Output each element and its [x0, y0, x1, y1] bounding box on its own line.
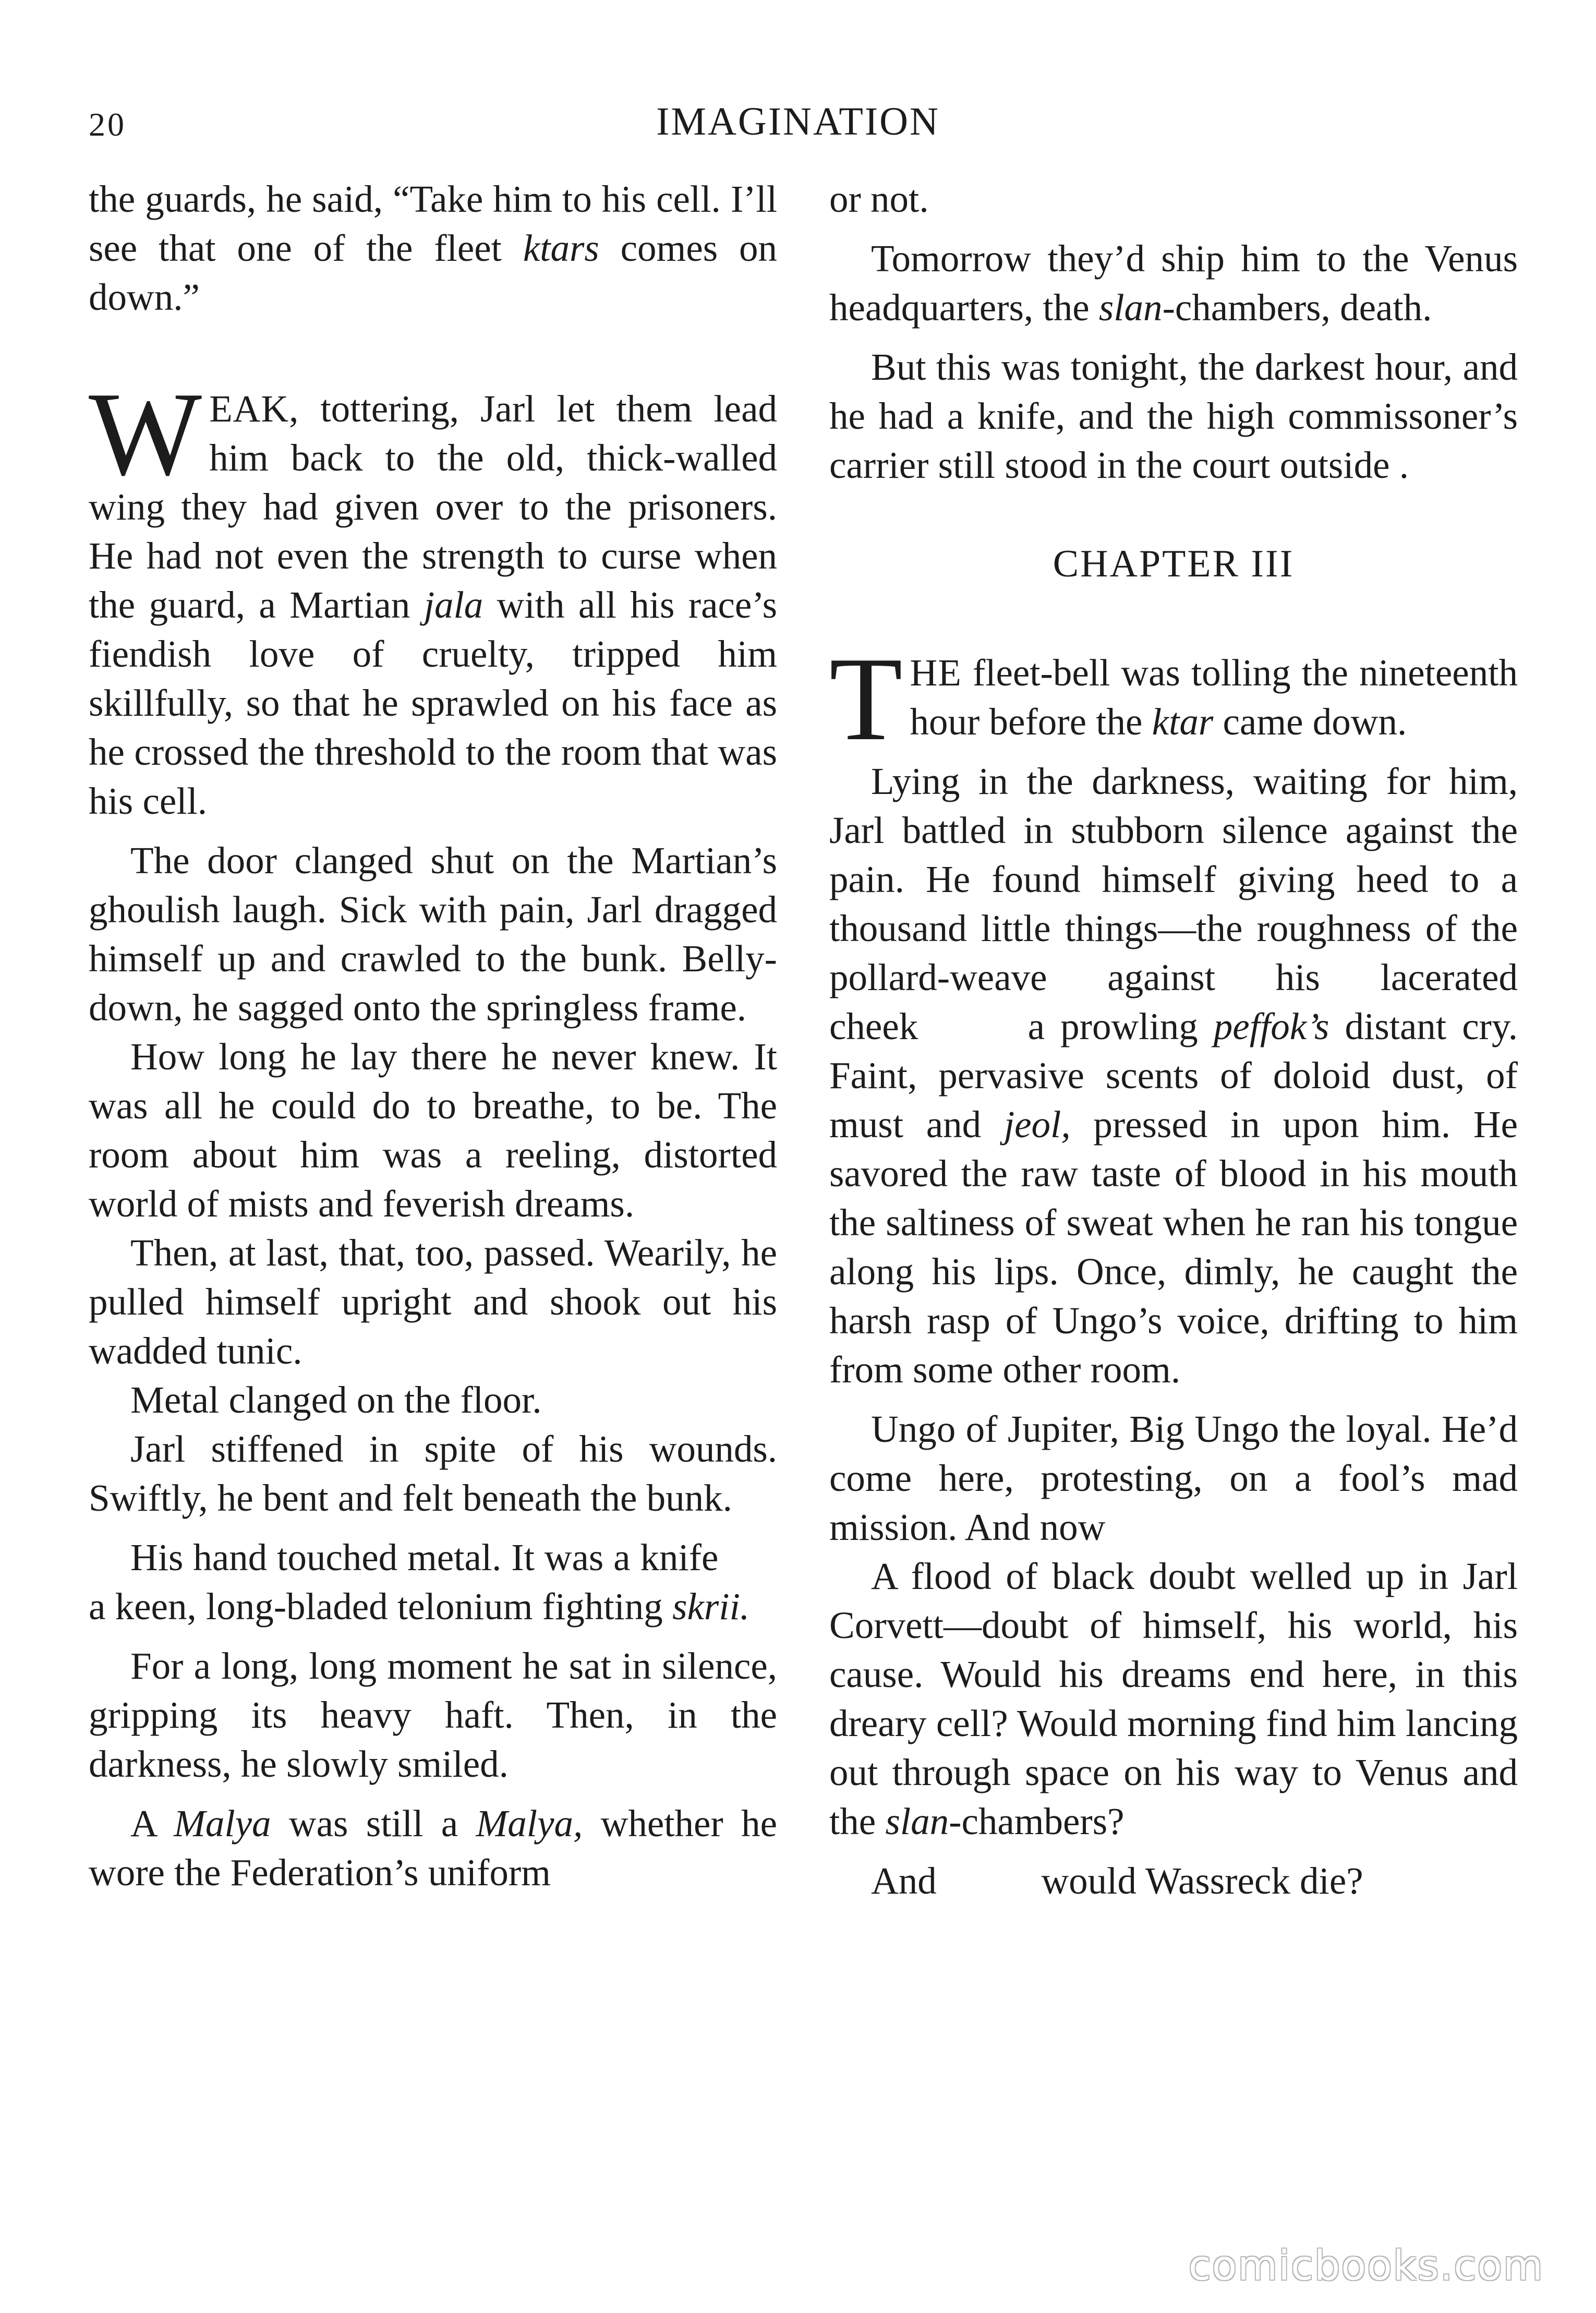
paragraph: Tomorrow they’d ship him to the Venus headquarters, the slan-chambers, death. [829, 237, 1518, 329]
paragraph: The door clanged shut on the Martian’s ghoulish laugh. Sick with pain, Jarl dragged himself up and crawled to the bunk. Belly-down, he sagged onto the springless frame. [89, 839, 777, 1029]
paragraph: Then, at last, that, too, passed. Wearily, he pulled himself upright and shook out his wadded tunic. [89, 1232, 777, 1372]
paragraph-dropcap: THE fleet-bell was tolling the nineteenth hour before the ktar came down. [829, 632, 1518, 765]
drop-cap: T [829, 632, 903, 765]
paragraph: A flood of black doubt welled up in Jarl Corvett—doubt of himself, his world, his cause. Would his dreams end here, in this dreary cell? Would morning find him lancing out through space on his way to Venus and the slan-chambers? [829, 1555, 1518, 1842]
paragraph: His hand touched metal. It was a knife a keen, long-bladed telonium fighting skrii. [89, 1536, 777, 1628]
paragraph-dropcap: WEAK, tottering, Jarl let them lead him back to the old, thick-walled wing they had given over to the prisoners. He had not even the strength to curse when the guard, a Martian jala with all his race’s fiendish love of cruelty, tripped him skillfully, so that he sprawled on his face as he crossed the threshold to the room that was his cell. [89, 367, 777, 822]
running-title: IMAGINATION [656, 100, 940, 143]
paragraph: or not. [829, 178, 929, 220]
paragraph: For a long, long moment he sat in silence, gripping its heavy haft. Then, in the darkness, he slowly smiled. [89, 1645, 777, 1785]
watermark-logo: comicbooks.com [1188, 2243, 1544, 2290]
paragraph: A Malya was still a Malya, whether he wore the Federation’s uniform [89, 1802, 777, 1894]
page-number: 20 [89, 106, 126, 143]
right-column [829, 175, 1518, 1906]
paragraph: But this was tonight, the darkest hour, and he had a knife, and the high commissoner’s carrier still stood in the court outside . [829, 346, 1518, 486]
drop-cap: W [89, 367, 202, 500]
left-column [89, 175, 777, 1897]
paragraph: Ungo of Jupiter, Big Ungo the loyal. He’d come here, protesting, on a fool’s mad mission. And now [829, 1408, 1518, 1548]
paragraph: How long he lay there he never knew. It was all he could do to breathe, to be. The room about him was a reeling, distorted world of mists and feverish dreams. [89, 1035, 777, 1225]
page-header [89, 94, 1507, 156]
paragraph: the guards, he said, “Take him to his cell. I’ll see that one of the fleet ktars comes on down.” [89, 178, 777, 318]
paragraph: Metal clanged on the floor. [130, 1379, 542, 1421]
chapter-heading: CHAPTER III [1053, 543, 1295, 585]
paragraph: Lying in the darkness, waiting for him, Jarl battled in stubborn silence against the pain. He found himself giving heed to a thousand little things—the roughness of the pollard-weave against his lacerated cheek a prowling peffok’s distant cry. Faint, pervasive scents of doloid dust, of must and jeol, pressed in upon him. He savored the raw taste of blood in his mouth the saltiness of sweat when he ran his tongue along his lips. Once, dimly, he caught the harsh rasp of Ungo’s voice, drifting to him from some other room. [829, 760, 1518, 1391]
paragraph: And would Wassreck die? [871, 1860, 1363, 1902]
paragraph: Jarl stiffened in spite of his wounds. Swiftly, he bent and felt beneath the bunk. [89, 1428, 777, 1519]
